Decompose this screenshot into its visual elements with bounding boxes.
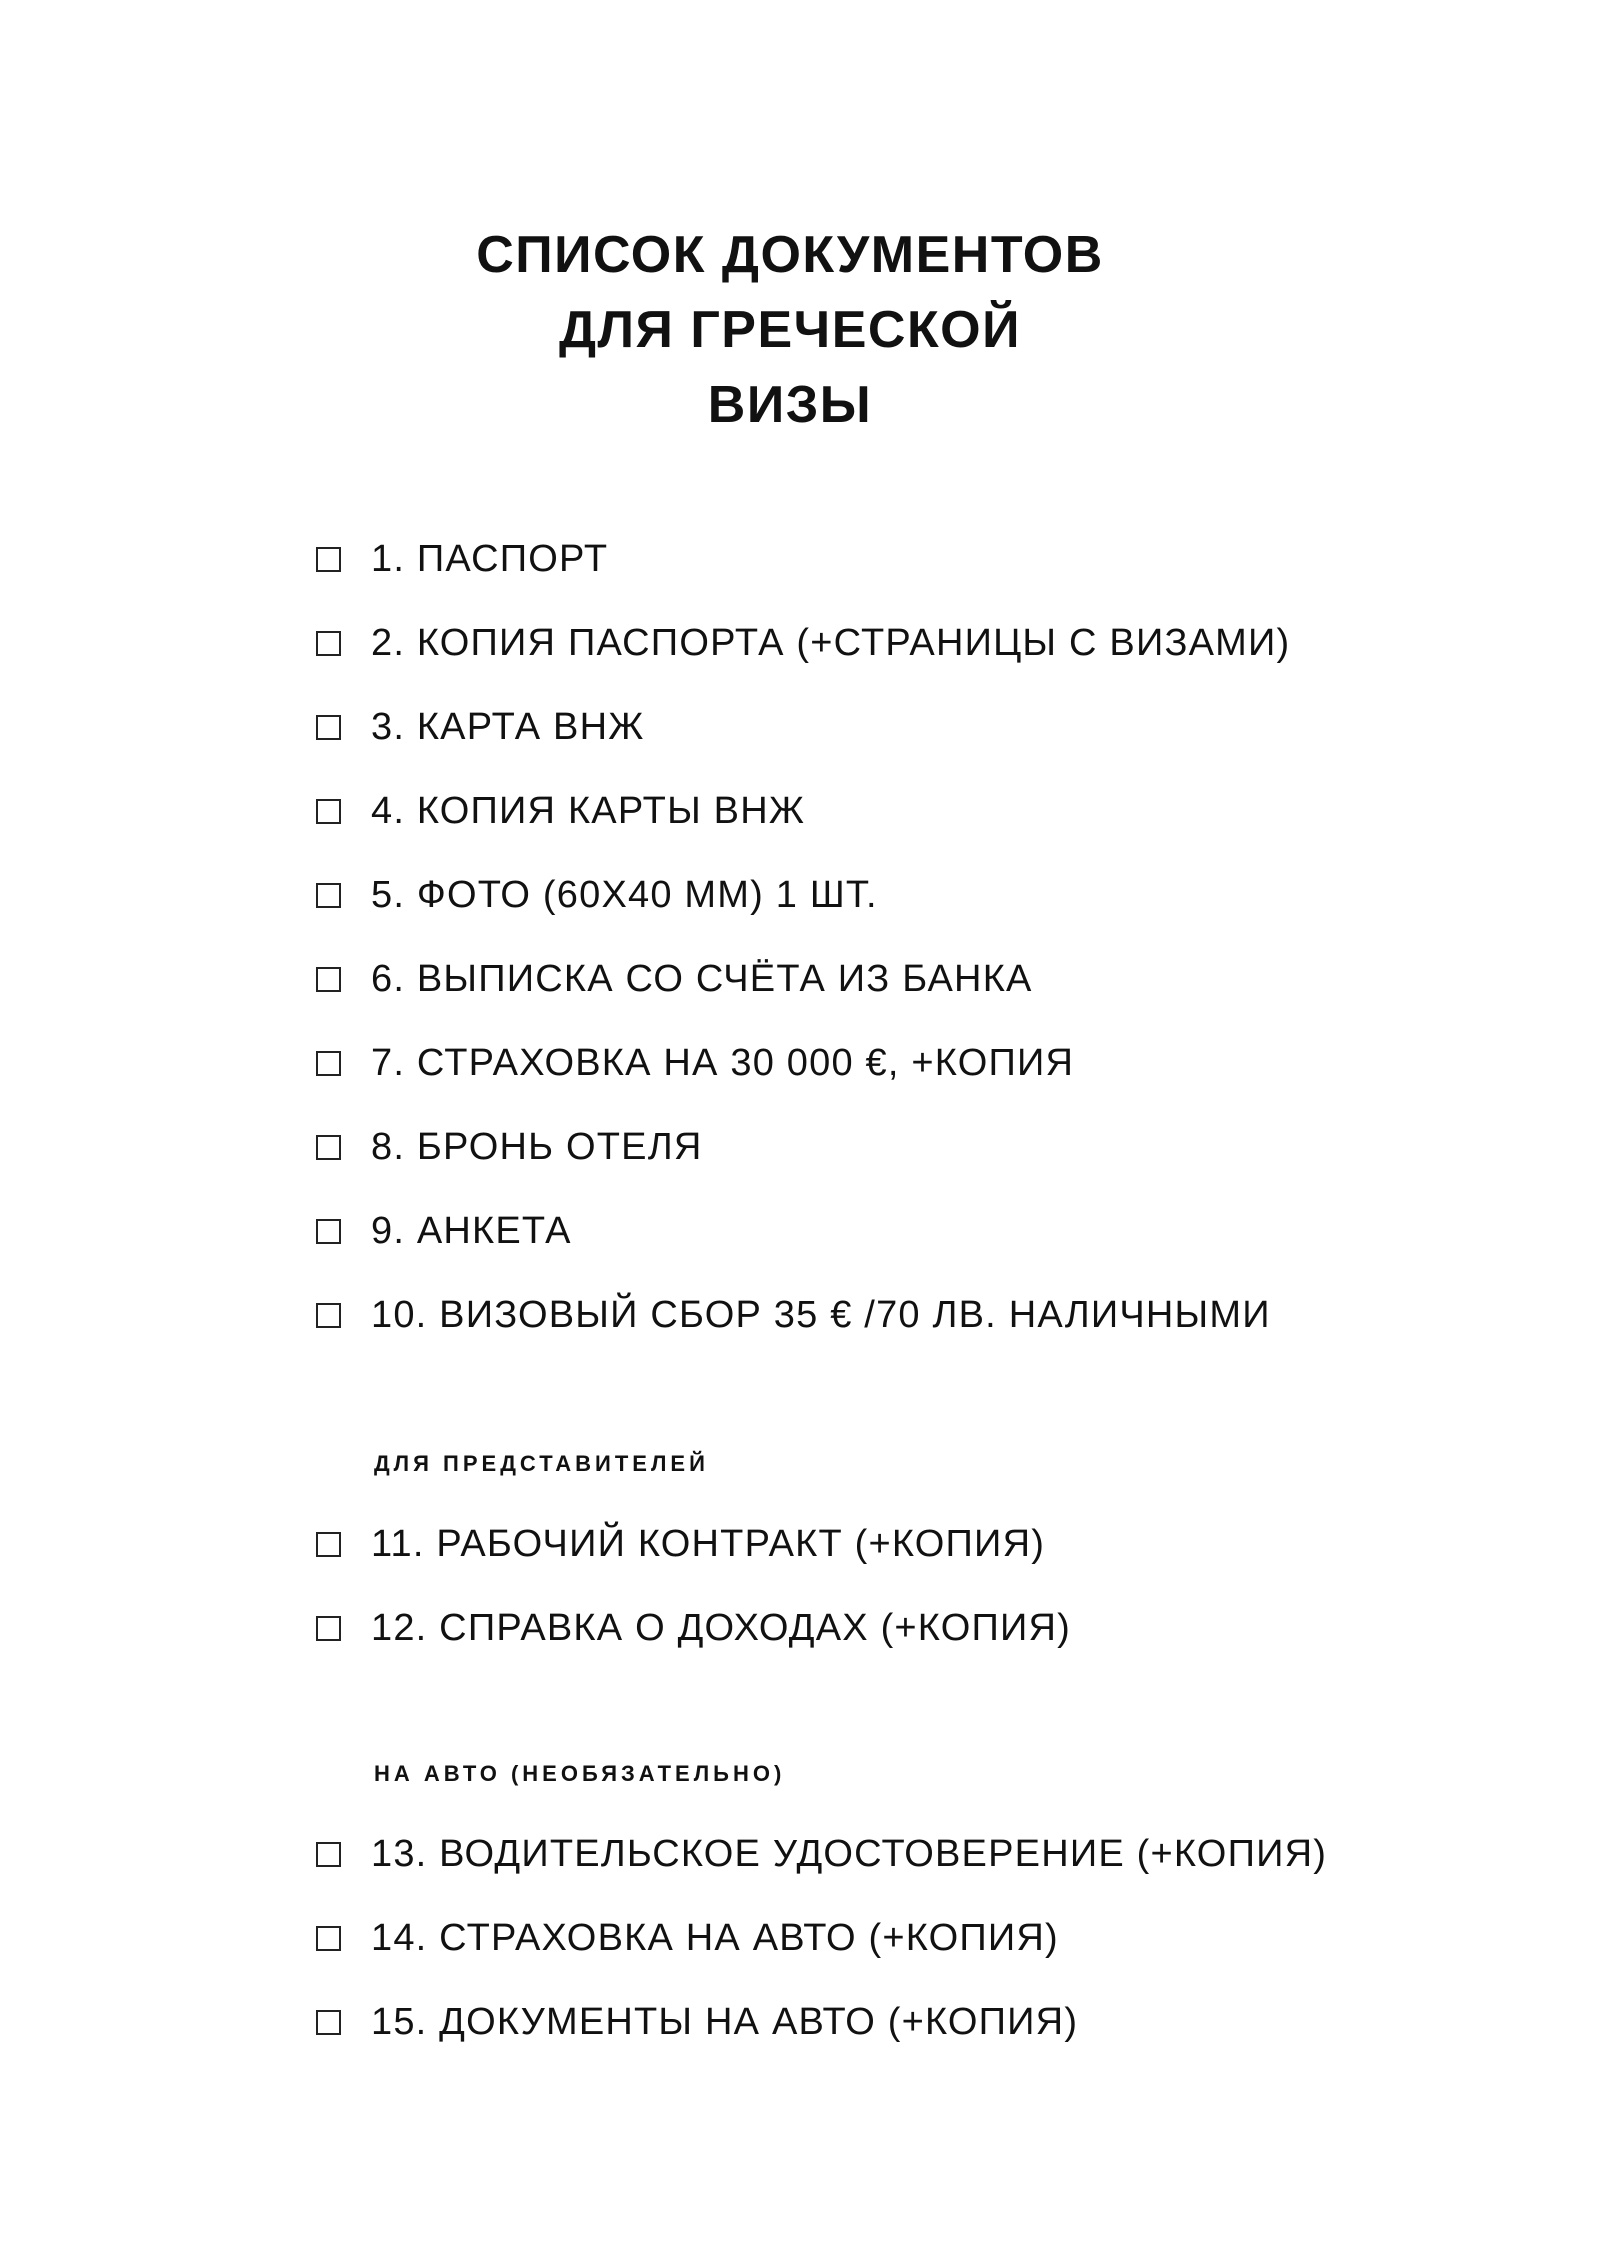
checkbox[interactable] — [316, 2010, 341, 2035]
checklist-item-label: 11. РАБОЧИЙ КОНТРАКТ (+КОПИЯ) — [371, 1522, 1046, 1565]
checkbox[interactable] — [316, 1616, 341, 1641]
checkbox[interactable] — [316, 1532, 341, 1557]
checkbox[interactable] — [316, 1842, 341, 1867]
checklist-item-label: 8. БРОНЬ ОТЕЛЯ — [371, 1125, 703, 1168]
checkbox[interactable] — [316, 547, 341, 572]
checklist-item-label: 12. СПРАВКА О ДОХОДАХ (+КОПИЯ) — [371, 1606, 1071, 1649]
checkbox[interactable] — [316, 715, 341, 740]
checklist-item[interactable] — [316, 954, 1033, 1004]
checkbox[interactable] — [316, 1926, 341, 1951]
checklist-item[interactable] — [316, 1829, 1327, 1879]
checkbox[interactable] — [316, 1051, 341, 1076]
checklist-item[interactable] — [316, 1997, 1078, 2047]
checklist-item-label: 1. ПАСПОРТ — [371, 537, 609, 580]
checkbox[interactable] — [316, 883, 341, 908]
checklist-item-label: 2. КОПИЯ ПАСПОРТА (+СТРАНИЦЫ С ВИЗАМИ) — [371, 621, 1291, 664]
section-heading-representatives: ДЛЯ ПРЕДСТАВИТЕЛЕЙ — [374, 1451, 709, 1476]
checklist-item-label: 4. КОПИЯ КАРТЫ ВНЖ — [371, 789, 806, 832]
checklist-item-label: 5. ФОТО (60Х40 ММ) 1 ШТ. — [371, 873, 878, 916]
checkbox[interactable] — [316, 1303, 341, 1328]
checkbox[interactable] — [316, 631, 341, 656]
checklist-item[interactable] — [316, 870, 878, 920]
checklist-item[interactable] — [316, 1206, 572, 1256]
checklist-item[interactable] — [316, 786, 805, 836]
checkbox[interactable] — [316, 799, 341, 824]
checklist-item-label: 10. ВИЗОВЫЙ СБОР 35 € /70 ЛВ. НАЛИЧНЫМИ — [371, 1293, 1271, 1336]
checklist-item-label: 15. ДОКУМЕНТЫ НА АВТО (+КОПИЯ) — [371, 2000, 1079, 2043]
checklist-item-label: 6. ВЫПИСКА СО СЧЁТА ИЗ БАНКА — [371, 957, 1033, 1000]
title-line-3: ВИЗЫ — [707, 376, 873, 434]
checklist-item-label: 9. АНКЕТА — [371, 1209, 572, 1252]
checklist-item[interactable] — [316, 1122, 703, 1172]
checklist-item[interactable] — [316, 1290, 1271, 1340]
title-line-2: ДЛЯ ГРЕЧЕСКОЙ — [558, 301, 1022, 359]
checkbox[interactable] — [316, 1219, 341, 1244]
checklist-item[interactable] — [316, 702, 645, 752]
checklist-item[interactable] — [316, 1603, 1071, 1653]
page-title — [0, 218, 1580, 443]
checklist-item-label: 13. ВОДИТЕЛЬСКОЕ УДОСТОВЕРЕНИЕ (+КОПИЯ) — [371, 1832, 1328, 1875]
checklist-item[interactable] — [316, 1913, 1059, 1963]
title-line-1: СПИСОК ДОКУМЕНТОВ — [476, 226, 1104, 284]
section-heading-car: НА АВТО (НЕОБЯЗАТЕЛЬНО) — [374, 1761, 786, 1786]
checklist-item-label: 3. КАРТА ВНЖ — [371, 705, 645, 748]
checklist-item-label: 14. СТРАХОВКА НА АВТО (+КОПИЯ) — [371, 1916, 1059, 1959]
checklist-item[interactable] — [316, 534, 608, 584]
checkbox[interactable] — [316, 1135, 341, 1160]
checklist-item[interactable] — [316, 1038, 1074, 1088]
checkbox[interactable] — [316, 967, 341, 992]
checklist-item-label: 7. СТРАХОВКА НА 30 000 €, +КОПИЯ — [371, 1041, 1075, 1084]
checklist-item[interactable] — [316, 1519, 1045, 1569]
checklist-item[interactable] — [316, 618, 1290, 668]
